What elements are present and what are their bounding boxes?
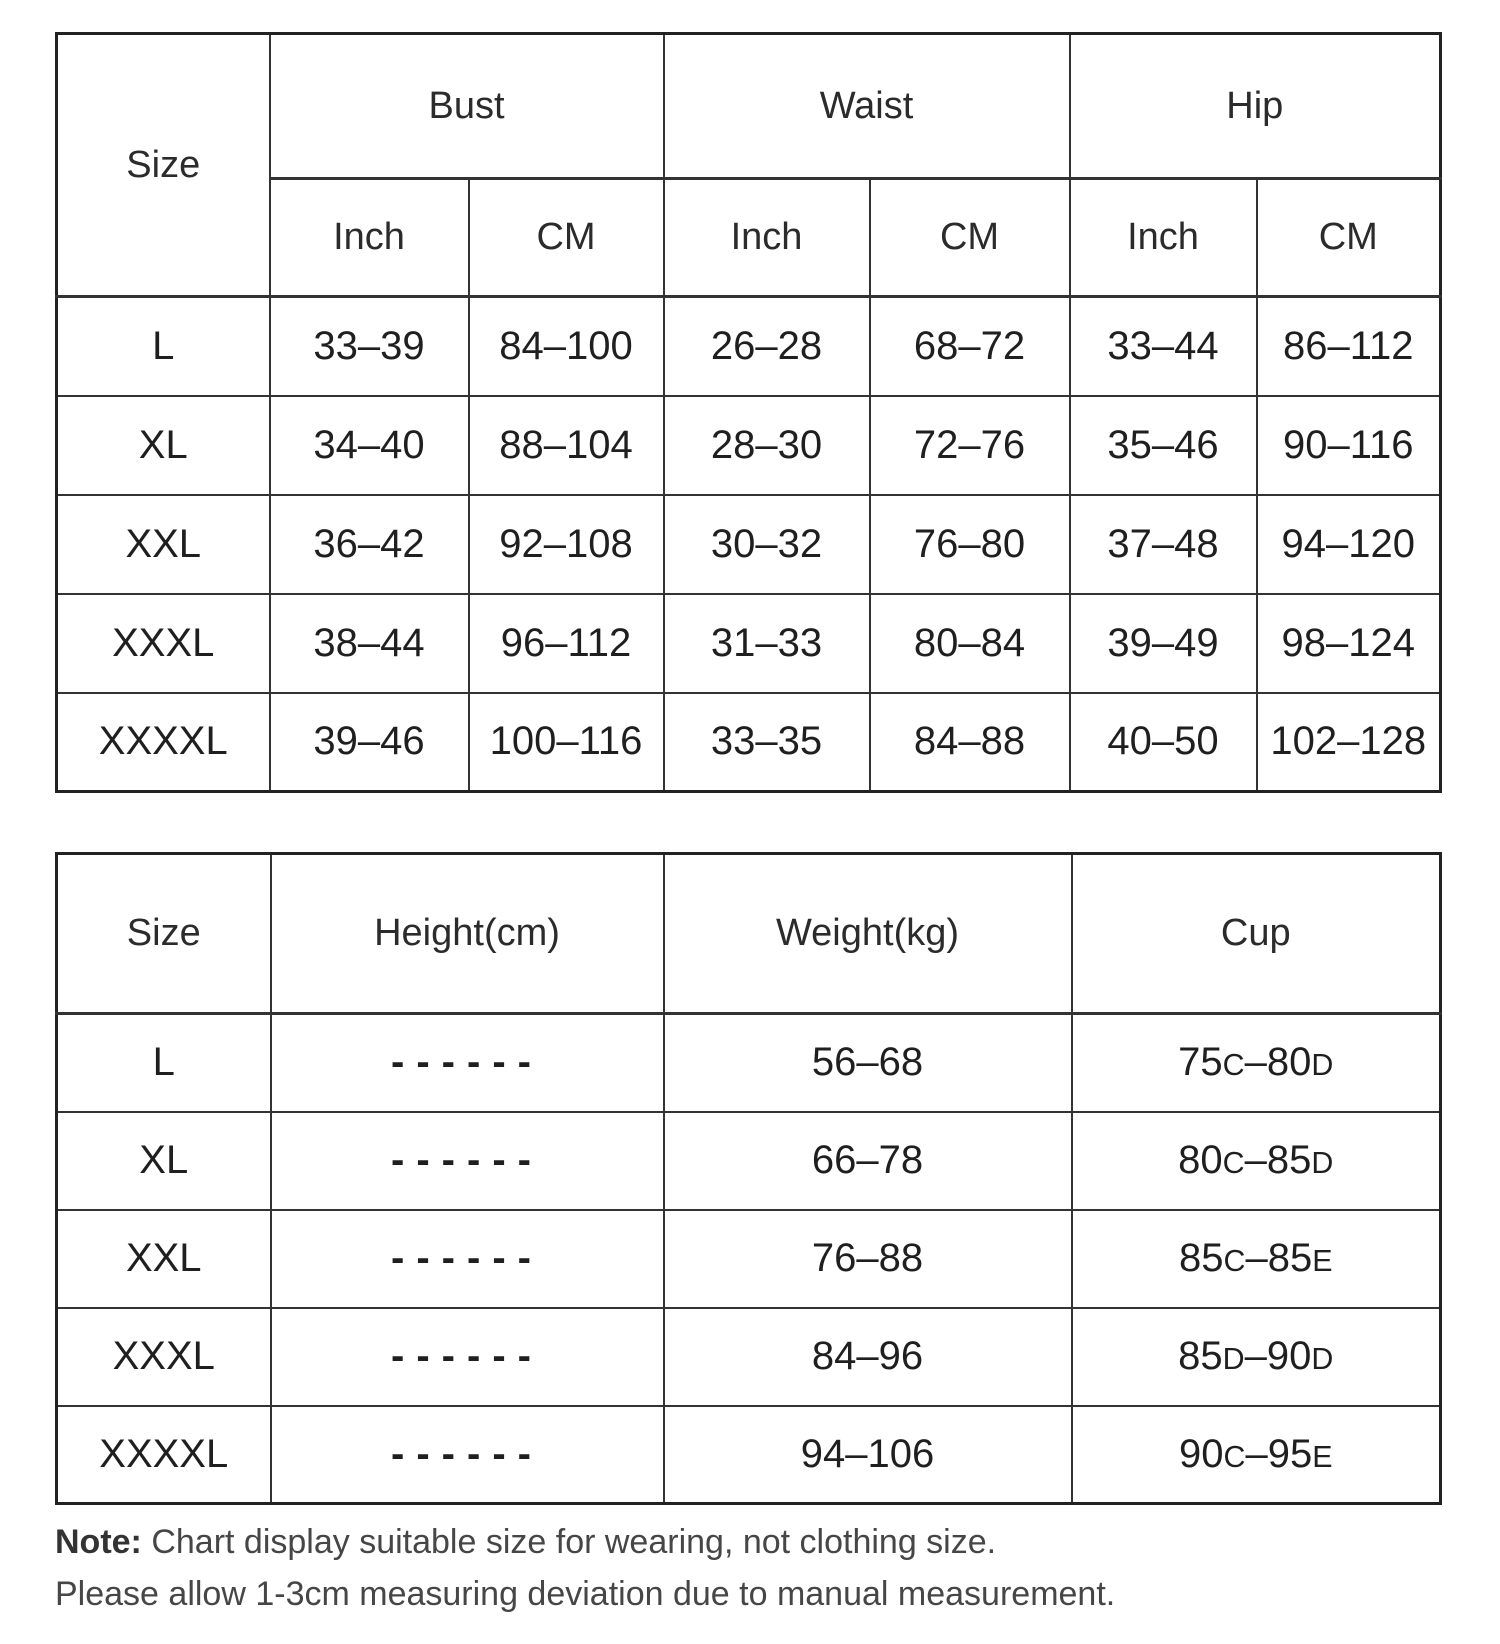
table-row — [57, 297, 1441, 396]
fit-table — [55, 852, 1442, 1505]
cup-column-header: Cup — [1072, 854, 1441, 1014]
waist-group-header: Waist — [664, 34, 1070, 179]
header-row — [57, 854, 1441, 1014]
height-cell: ------ — [271, 1406, 664, 1504]
table-row — [57, 1112, 1441, 1210]
bust-cm-cell: 100–116 — [469, 693, 664, 792]
weight-cell: 84–96 — [664, 1308, 1072, 1406]
waist-inch-cell: 33–35 — [664, 693, 870, 792]
hip-group-header: Hip — [1070, 34, 1441, 179]
height-cell: ------ — [271, 1308, 664, 1406]
height-cell: ------ — [271, 1112, 664, 1210]
note-line-1 — [55, 1516, 1455, 1568]
table-row — [57, 1210, 1441, 1308]
hip-inch-cell: 35–46 — [1070, 396, 1257, 495]
table-row — [57, 495, 1441, 594]
hip-cm-cell: 90–116 — [1257, 396, 1441, 495]
bust-cm-cell: 96–112 — [469, 594, 664, 693]
hip-inch-header: Inch — [1070, 179, 1257, 297]
cup-cell: 75C–80D — [1072, 1014, 1441, 1112]
table-row — [57, 1014, 1441, 1112]
size-cell: L — [57, 1014, 271, 1112]
hip-inch-cell: 37–48 — [1070, 495, 1257, 594]
note-line-2: Please allow 1-3cm measuring deviation due to manual measurement. — [55, 1575, 1116, 1613]
bust-inch-cell: 34–40 — [270, 396, 469, 495]
bust-cm-cell: 88–104 — [469, 396, 664, 495]
size-cell: XXL — [57, 1210, 271, 1308]
weight-cell: 94–106 — [664, 1406, 1072, 1504]
hip-cm-cell: 98–124 — [1257, 594, 1441, 693]
waist-cm-cell: 80–84 — [870, 594, 1070, 693]
note-text: Chart display suitable size for wearing, not clothing size. — [141, 1523, 997, 1561]
size-cell: XL — [57, 396, 270, 495]
size-cell: XXXXL — [57, 1406, 271, 1504]
table-row — [57, 1308, 1441, 1406]
size-cell: XXXL — [57, 594, 270, 693]
bust-inch-header: Inch — [270, 179, 469, 297]
cup-cell: 90C–95E — [1072, 1406, 1441, 1504]
group-header-row — [57, 34, 1441, 179]
waist-cm-cell: 72–76 — [870, 396, 1070, 495]
weight-cell: 56–68 — [664, 1014, 1072, 1112]
table-row — [57, 594, 1441, 693]
note-label: Note: — [55, 1523, 142, 1561]
hip-inch-cell: 33–44 — [1070, 297, 1257, 396]
size-cell: XXXXL — [57, 693, 270, 792]
size-cell: L — [57, 297, 270, 396]
size-cell: XXXL — [57, 1308, 271, 1406]
bust-inch-cell: 38–44 — [270, 594, 469, 693]
hip-cm-cell: 94–120 — [1257, 495, 1441, 594]
size-column-header: Size — [57, 34, 270, 297]
weight-cell: 66–78 — [664, 1112, 1072, 1210]
hip-cm-cell: 102–128 — [1257, 693, 1441, 792]
height-cell: ------ — [271, 1210, 664, 1308]
cup-cell: 85C–85E — [1072, 1210, 1441, 1308]
bust-group-header: Bust — [270, 34, 664, 179]
note — [55, 1516, 1455, 1620]
bust-cm-cell: 92–108 — [469, 495, 664, 594]
size-column-header: Size — [57, 854, 271, 1014]
table-row — [57, 1406, 1441, 1504]
measurements-table — [55, 32, 1442, 793]
bust-inch-cell: 39–46 — [270, 693, 469, 792]
bust-inch-cell: 33–39 — [270, 297, 469, 396]
weight-cell: 76–88 — [664, 1210, 1072, 1308]
cup-cell: 85D–90D — [1072, 1308, 1441, 1406]
hip-cm-header: CM — [1257, 179, 1441, 297]
waist-cm-cell: 84–88 — [870, 693, 1070, 792]
bust-cm-header: CM — [469, 179, 664, 297]
weight-column-header: Weight(kg) — [664, 854, 1072, 1014]
waist-inch-cell: 30–32 — [664, 495, 870, 594]
waist-inch-cell: 28–30 — [664, 396, 870, 495]
hip-inch-cell: 39–49 — [1070, 594, 1257, 693]
hip-inch-cell: 40–50 — [1070, 693, 1257, 792]
hip-cm-cell: 86–112 — [1257, 297, 1441, 396]
height-column-header: Height(cm) — [271, 854, 664, 1014]
waist-cm-cell: 68–72 — [870, 297, 1070, 396]
cup-cell: 80C–85D — [1072, 1112, 1441, 1210]
height-cell: ------ — [271, 1014, 664, 1112]
table-row — [57, 693, 1441, 792]
waist-cm-cell: 76–80 — [870, 495, 1070, 594]
waist-inch-cell: 31–33 — [664, 594, 870, 693]
size-cell: XXL — [57, 495, 270, 594]
waist-inch-cell: 26–28 — [664, 297, 870, 396]
size-cell: XL — [57, 1112, 271, 1210]
table-row — [57, 396, 1441, 495]
bust-inch-cell: 36–42 — [270, 495, 469, 594]
waist-cm-header: CM — [870, 179, 1070, 297]
bust-cm-cell: 84–100 — [469, 297, 664, 396]
waist-inch-header: Inch — [664, 179, 870, 297]
